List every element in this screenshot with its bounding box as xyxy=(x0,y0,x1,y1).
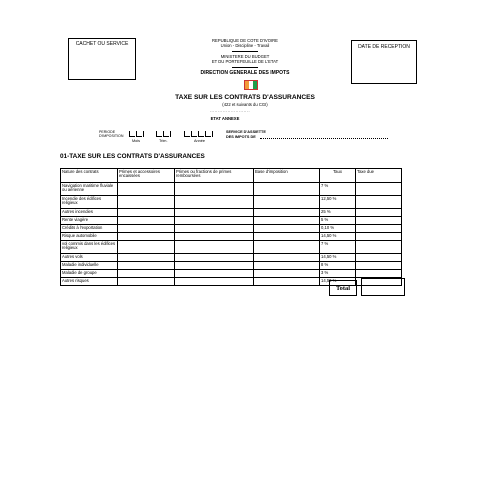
mois-digit-end xyxy=(143,131,144,137)
primes-remboursees-cell[interactable] xyxy=(175,217,254,225)
nature-cell: Autres incendies xyxy=(61,209,118,217)
header-divider xyxy=(232,51,258,52)
primes-encaissees-cell[interactable] xyxy=(118,262,175,270)
primes-encaissees-cell[interactable] xyxy=(118,209,175,217)
taxe-due-cell[interactable] xyxy=(356,209,402,217)
primes-remboursees-cell[interactable] xyxy=(175,233,254,241)
nature-cell: Crédits à l'exportation xyxy=(61,225,118,233)
annee-digit-1[interactable] xyxy=(184,131,190,137)
annee-digit-2[interactable] xyxy=(191,131,197,137)
service-label-line1: SERVICE D'ASSIETTE xyxy=(226,130,266,134)
base-cell[interactable] xyxy=(254,183,320,196)
total-label-box xyxy=(329,280,357,296)
taux-cell: 0,10 % xyxy=(320,225,356,233)
periode-label-line2: D'IMPOSITION xyxy=(99,134,124,139)
base-cell[interactable] xyxy=(254,254,320,262)
primes-remboursees-cell[interactable] xyxy=(175,209,254,217)
republic-text: REPUBLIQUE DE COTE D'IVOIRE xyxy=(212,38,278,43)
taux-cell: 7 % xyxy=(320,241,356,254)
taux-cell: 7 % xyxy=(320,183,356,196)
primes-encaissees-cell[interactable] xyxy=(118,278,175,286)
col-primes-encaissees: Primes et accessoires encaissées xyxy=(118,169,175,183)
col-primes-remboursees: Primes ou fractions de primes remboursées xyxy=(175,169,254,183)
col-base-imposition: Base d'imposition xyxy=(254,169,320,183)
periode-label xyxy=(99,130,123,138)
trim-digit-end xyxy=(170,131,171,137)
service-dotted-line[interactable] xyxy=(260,135,388,139)
nature-cell: Autres risques xyxy=(61,278,118,286)
taux-cell: 14,50 % xyxy=(320,254,356,262)
primes-encaissees-cell[interactable] xyxy=(118,270,175,278)
nature-cell: Risque automobile xyxy=(61,233,118,241)
section-title: 01-TAXE SUR LES CONTRATS D'ASSURANCES xyxy=(60,153,205,160)
table-row xyxy=(61,270,402,278)
nature-cell: Navigation maritime fluviale ou aérienne xyxy=(61,183,118,196)
taux-cell: 12,50 % xyxy=(320,196,356,209)
table-row xyxy=(61,254,402,262)
primes-encaissees-cell[interactable] xyxy=(118,217,175,225)
primes-encaissees-cell[interactable] xyxy=(118,233,175,241)
primes-encaissees-cell[interactable] xyxy=(118,254,175,262)
nature-cell: Rente viagère xyxy=(61,217,118,225)
table-header-row xyxy=(61,169,402,183)
taux-cell: 3 % xyxy=(320,270,356,278)
mois-digit-2[interactable] xyxy=(136,131,142,137)
taxe-due-cell[interactable] xyxy=(356,196,402,209)
primes-remboursees-cell[interactable] xyxy=(175,254,254,262)
primes-remboursees-cell[interactable] xyxy=(175,225,254,233)
taux-cell: 14,50 % xyxy=(320,233,356,241)
base-cell[interactable] xyxy=(254,209,320,217)
trim-label: Trim. xyxy=(159,139,168,143)
taxe-due-cell[interactable] xyxy=(356,254,402,262)
header-divider xyxy=(232,67,258,68)
primes-remboursees-cell[interactable] xyxy=(175,183,254,196)
reception-label: DATE DE RECEPTION xyxy=(358,44,410,50)
table-row xyxy=(61,233,402,241)
base-cell[interactable] xyxy=(254,262,320,270)
trim-digit-2[interactable] xyxy=(163,131,169,137)
taxe-due-cell[interactable] xyxy=(356,241,402,254)
ministry-line1: MINISTERE DU BUDGET xyxy=(220,54,270,59)
primes-remboursees-cell[interactable] xyxy=(175,262,254,270)
table-row xyxy=(61,262,402,270)
base-cell[interactable] xyxy=(254,270,320,278)
service-label-line2: DES IMPOTS DE xyxy=(226,134,256,139)
taxe-due-cell[interactable] xyxy=(356,225,402,233)
cachet-box xyxy=(68,38,136,80)
nature-cell: Incendie des édifices religieux xyxy=(61,196,118,209)
nature-cell: Maladie individuelle xyxy=(61,262,118,270)
reception-box xyxy=(351,40,417,84)
dotted-line: ......................... xyxy=(209,108,251,113)
table-row xyxy=(61,217,402,225)
taux-cell: 5 % xyxy=(320,217,356,225)
primes-encaissees-cell[interactable] xyxy=(118,241,175,254)
nature-cell: vol commis dans les édifices religieux xyxy=(61,241,118,254)
taxe-due-cell[interactable] xyxy=(356,217,402,225)
primes-encaissees-cell[interactable] xyxy=(118,196,175,209)
annee-digit-4[interactable] xyxy=(205,131,211,137)
col-taux: Taux xyxy=(320,169,356,183)
base-cell[interactable] xyxy=(254,217,320,225)
table-row xyxy=(61,241,402,254)
periode-label-line1: PERIODE xyxy=(99,130,116,134)
tax-table xyxy=(60,168,402,286)
taxe-due-cell[interactable] xyxy=(356,270,402,278)
trim-digit-1[interactable] xyxy=(156,131,162,137)
mois-digit-1[interactable] xyxy=(129,131,135,137)
table-row xyxy=(61,225,402,233)
taxe-due-cell[interactable] xyxy=(356,183,402,196)
primes-remboursees-cell[interactable] xyxy=(175,196,254,209)
taux-cell: 25 % xyxy=(320,209,356,217)
cgi-reference: (422 et suivants du CGI) xyxy=(222,102,268,107)
total-value-box[interactable] xyxy=(361,278,405,296)
table-row xyxy=(61,196,402,209)
motto-text: Union - Discipline - Travail xyxy=(220,43,270,48)
primes-encaissees-cell[interactable] xyxy=(118,183,175,196)
etat-annexe-label: ETAT ANNEXE xyxy=(210,116,240,121)
dgi-logo-icon xyxy=(244,80,258,90)
annee-label: Année xyxy=(194,139,205,143)
primes-encaissees-cell[interactable] xyxy=(118,225,175,233)
col-nature: Nature des contrats xyxy=(61,169,118,183)
page-title: TAXE SUR LES CONTRATS D'ASSURANCES xyxy=(175,94,315,101)
annee-digit-end xyxy=(212,131,213,137)
direction-text: DIRECTION GENERALE DES IMPOTS xyxy=(200,70,290,76)
taux-cell: 14,50 % xyxy=(320,278,356,286)
nature-cell: Maladie de groupe xyxy=(61,270,118,278)
base-cell[interactable] xyxy=(254,196,320,209)
annee-digit-3[interactable] xyxy=(198,131,204,137)
total-label: Total xyxy=(336,284,350,292)
taux-cell: 8 % xyxy=(320,262,356,270)
base-cell[interactable] xyxy=(254,233,320,241)
primes-remboursees-cell[interactable] xyxy=(175,270,254,278)
taxe-due-cell[interactable] xyxy=(356,262,402,270)
base-cell[interactable] xyxy=(254,225,320,233)
base-cell[interactable] xyxy=(254,278,320,286)
table-row xyxy=(61,209,402,217)
taxe-due-cell[interactable] xyxy=(356,233,402,241)
base-cell[interactable] xyxy=(254,241,320,254)
primes-remboursees-cell[interactable] xyxy=(175,278,254,286)
primes-remboursees-cell[interactable] xyxy=(175,241,254,254)
mois-label: Mois xyxy=(132,139,141,143)
cachet-label: CACHET OU SERVICE xyxy=(75,41,129,47)
nature-cell: Autres vols xyxy=(61,254,118,262)
ministry-line2: ET DU PORTEFEUILLE DE L'ETAT xyxy=(211,59,279,64)
table-row xyxy=(61,183,402,196)
col-taxe-due: Taxe due xyxy=(356,169,402,183)
